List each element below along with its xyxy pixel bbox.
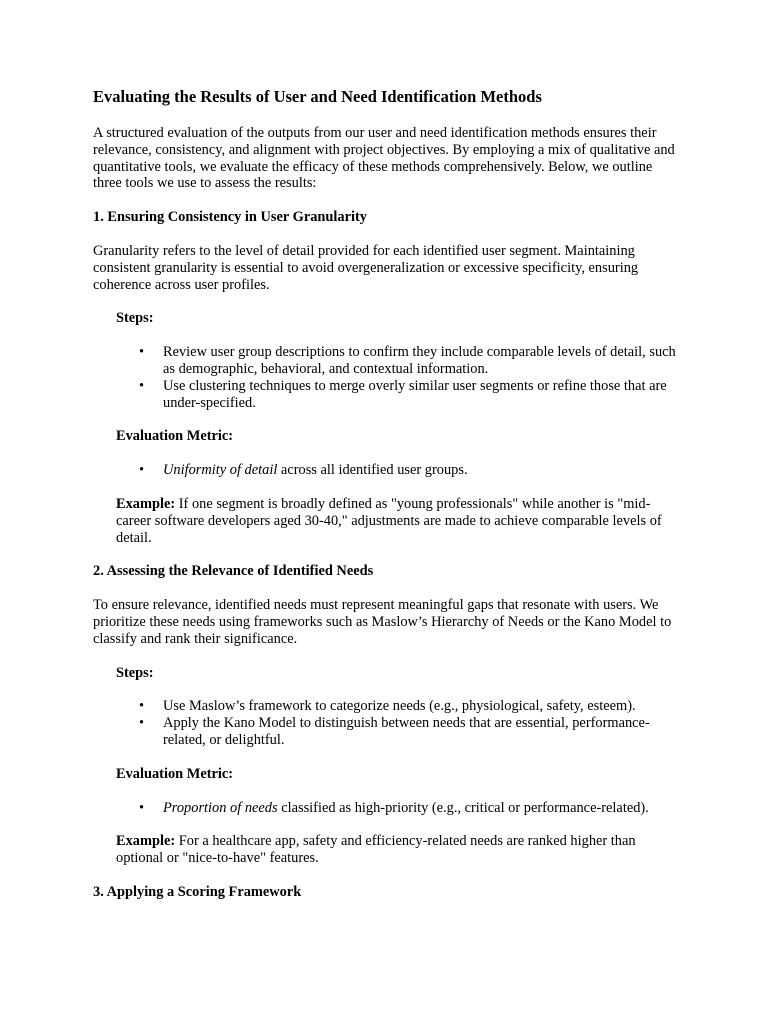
bullet-icon: • <box>139 715 145 732</box>
section-1-metric-label: Evaluation Metric: <box>116 428 234 445</box>
section-2-steps-label: Steps: <box>116 664 154 681</box>
list-item-text: Use Maslow’s framework to categorize needs (e.g., physiological, safety, esteem). <box>163 698 636 715</box>
example-text: If one segment is broadly defined as "young professionals" while another is "mid-career software developers aged 30-40," adjustments are made to achieve comparable levels of detail. <box>116 495 662 546</box>
section-2-body: To ensure relevance, identified needs must represent meaningful gaps that resonate with users. We prioritize these needs using frameworks such as Maslow’s Hierarchy of Needs or the Kano Model to classify and rank their significance. <box>93 597 672 647</box>
section-3-heading: 3. Applying a Scoring Framework <box>93 883 302 900</box>
section-2-example <box>116 833 678 867</box>
metric-emphasis: Proportion of needs <box>163 799 278 816</box>
list-item <box>139 462 678 479</box>
section-2-heading: 2. Assessing the Relevance of Identified Needs <box>93 563 374 580</box>
list-item <box>139 377 678 412</box>
document-title: Evaluating the Results of User and Need Identification Methods <box>93 87 542 106</box>
list-item <box>139 715 678 749</box>
section-2-metric-list <box>93 800 678 817</box>
list-item-text: Use clustering techniques to merge overly similar user segments or refine those that are under-specified. <box>163 377 667 411</box>
section-1-body: Granularity refers to the level of detail provided for each identified user segment. Maintaining consistent granularity is essential to avoid overgeneralization or excessive specificity, ensuring coherence across user profiles. <box>93 242 639 293</box>
intro-paragraph: A structured evaluation of the outputs from our user and need identification methods ensures their relevance, consistency, and alignment with project objectives. By employing a mix of qualitative and quantitative tools, we evaluate the efficacy of these methods comprehensively. Below, we outline three tools we use to assess the results: <box>93 125 675 192</box>
bullet-icon: • <box>139 799 145 816</box>
bullet-icon: • <box>139 377 145 394</box>
bullet-icon: • <box>139 344 145 361</box>
section-2-metric-label: Evaluation Metric: <box>116 765 234 782</box>
section-1-metric-list <box>93 462 678 479</box>
metric-text: classified as high-priority (e.g., critical or performance-related). <box>277 799 649 816</box>
section-1-steps-label: Steps: <box>116 310 154 327</box>
example-label: Example: <box>116 833 176 850</box>
section-1-example <box>116 496 678 546</box>
section-1-heading: 1. Ensuring Consistency in User Granularity <box>93 209 367 226</box>
list-item <box>139 799 678 817</box>
section-2-steps-list <box>93 698 678 748</box>
example-text: For a healthcare app, safety and efficiency-related needs are ranked higher than optional or "nice-to-have" features. <box>116 833 636 867</box>
list-item-text: Apply the Kano Model to distinguish between needs that are essential, performance-related, or delightful. <box>163 715 650 748</box>
example-label: Example: <box>116 495 176 512</box>
list-item <box>139 698 678 715</box>
document-page <box>93 87 678 918</box>
section-1-steps-list <box>93 344 678 411</box>
list-item <box>139 344 678 378</box>
metric-text: across all identified user groups. <box>277 462 468 479</box>
metric-emphasis: Uniformity of detail <box>163 462 278 479</box>
bullet-icon: • <box>139 462 145 479</box>
list-item-text: Review user group descriptions to confirm they include comparable levels of detail, such as demographic, behavioral, and contextual information. <box>163 344 676 377</box>
bullet-icon: • <box>139 698 145 715</box>
